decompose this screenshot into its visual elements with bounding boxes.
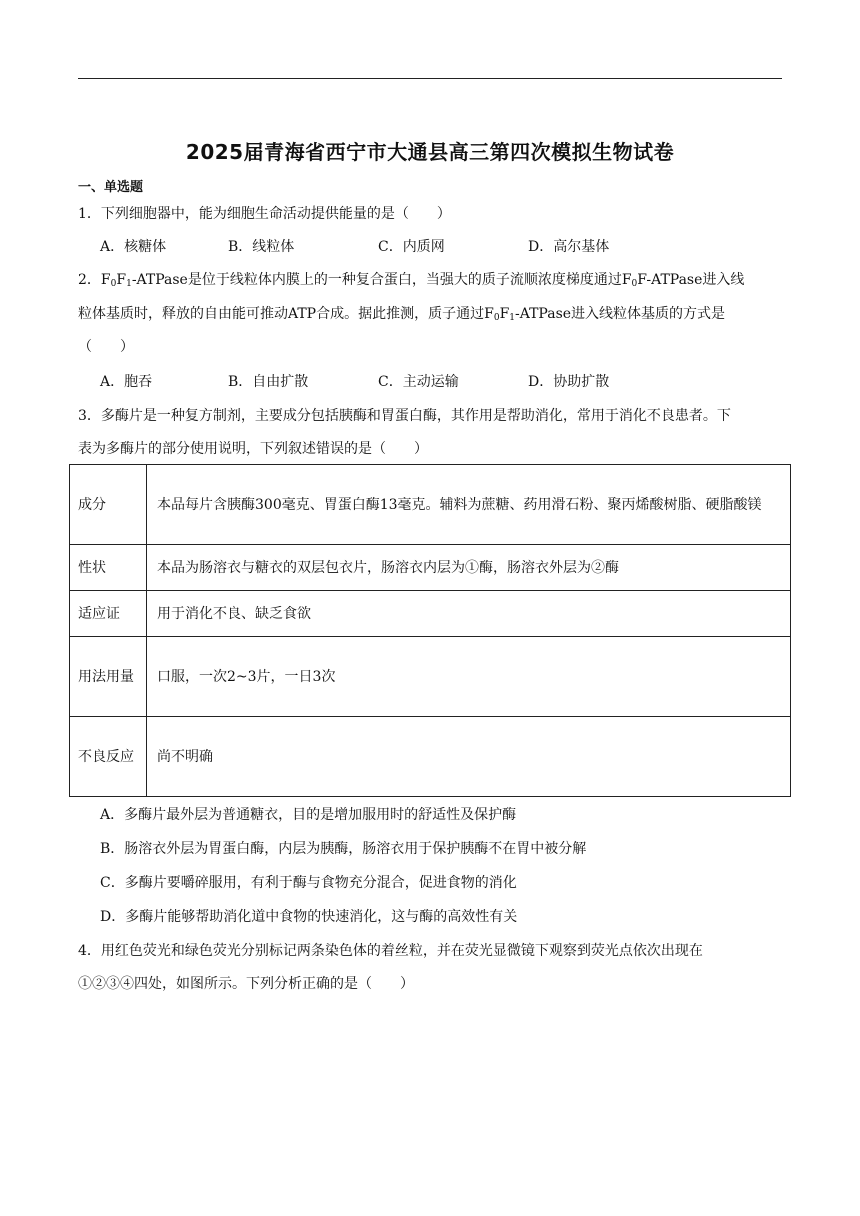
q4-stem-line2: ①②③④四处，如图所示。下列分析正确的是（ ） (78, 976, 414, 992)
q3-stem-line2: 表为多酶片的部分使用说明，下列叙述错误的是（ ） (78, 441, 428, 457)
q4-stem-line1: 4．用红色荧光和绿色荧光分别标记两条染色体的着丝粒，并在荧光显微镜下观察到荧光点依次出现在 (78, 943, 703, 959)
table-key: 成分 (70, 465, 147, 545)
q3-option-a: A．多酶片最外层为普通糖衣，目的是增加服用时的舒适性及保护酶 (100, 807, 517, 823)
q2-text: -ATPase是位于线粒体内膜上的一种复合蛋白，当强大的质子流顺浓度梯度通过F (131, 272, 632, 288)
q2-answer-bracket: （ ） (78, 339, 134, 355)
q2-option-d: D．协助扩散 (528, 374, 610, 390)
q2-text: F-ATPase进入线 (637, 272, 745, 288)
q2-text: 粒体基质时，释放的自由能可推动ATP合成。据此推测，质子通过F (78, 306, 494, 322)
q1-stem: 1．下列细胞器中，能为细胞生命活动提供能量的是（ ） (78, 206, 451, 222)
q2-subscript: 0 (493, 313, 500, 323)
table-row (70, 591, 791, 637)
q1-option-c: C．内质网 (378, 239, 445, 255)
q2-subscript: 0 (631, 279, 638, 289)
q1-option-a: A．核糖体 (100, 239, 167, 255)
q2-option-b: B．自由扩散 (228, 374, 309, 390)
table-row (70, 717, 791, 797)
q3-stem-line1: 3．多酶片是一种复方制剂，主要成分包括胰酶和胃蛋白酶，其作用是帮助消化，常用于消化不良患者。下 (78, 408, 731, 424)
q2-text: 2．F (78, 272, 111, 288)
table-value: 尚不明确 (147, 717, 791, 797)
table-value: 用于消化不良、缺乏食欲 (147, 591, 791, 637)
table-key: 不良反应 (70, 717, 147, 797)
header-rule (78, 78, 782, 79)
q3-option-d: D．多酶片能够帮助消化道中食物的快速消化，这与酶的高效性有关 (100, 909, 518, 925)
table-row (70, 465, 791, 545)
exam-title: 2025届青海省西宁市大通县高三第四次模拟生物试卷 (185, 140, 675, 164)
q2-stem-line1 (78, 269, 744, 289)
q2-subscript: 0 (110, 279, 117, 289)
q2-stem-line2 (78, 303, 725, 323)
table-value: 本品每片含胰酶300毫克、胃蛋白酶13毫克。辅料为蔗糖、药用滑石粉、聚丙烯酸树脂、硬脂酸镁 (147, 465, 791, 545)
q2-subscript: 1 (126, 279, 132, 289)
q2-text: F (116, 272, 127, 288)
q1-option-d: D．高尔基体 (528, 239, 610, 255)
table-value: 口服，一次2~3片，一日3次 (147, 637, 791, 717)
table-row (70, 545, 791, 591)
table-value: 本品为肠溶衣与糖衣的双层包衣片，肠溶衣内层为①酶，肠溶衣外层为②酶 (147, 545, 791, 591)
table-row (70, 637, 791, 717)
section-heading: 一、单选题 (78, 180, 144, 195)
table-key: 性状 (70, 545, 147, 591)
q2-subscript: 1 (509, 313, 516, 323)
q1-option-b: B．线粒体 (228, 239, 295, 255)
q2-option-c: C．主动运输 (378, 374, 459, 390)
q3-option-c: C．多酶片要嚼碎服用，有利于酶与食物充分混合，促进食物的消化 (100, 875, 517, 891)
q2-text: F (499, 306, 510, 322)
q2-text: -ATPase进入线粒体基质的方式是 (515, 306, 726, 322)
table-key: 适应证 (70, 591, 147, 637)
table-key: 用法用量 (70, 637, 147, 717)
drug-usage-table (69, 464, 791, 797)
q2-option-a: A．胞吞 (100, 374, 153, 390)
q3-option-b: B．肠溶衣外层为胃蛋白酶，内层为胰酶，肠溶衣用于保护胰酶不在胃中被分解 (100, 841, 587, 857)
